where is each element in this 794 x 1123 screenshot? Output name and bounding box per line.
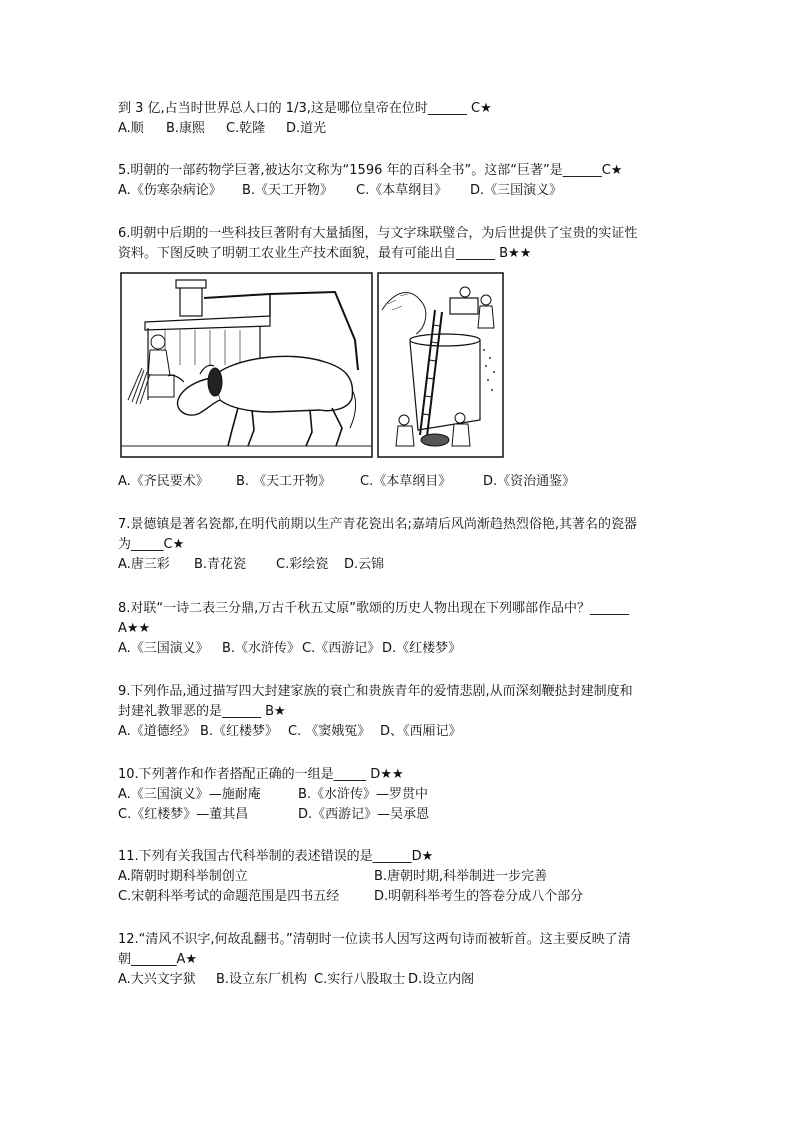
q11-option-c: C.宋朝科举考试的命题范围是四书五经	[118, 889, 340, 904]
q8-stem-line1: 8.对联“一诗二表三分鼎,万古千秋五丈原”歌颂的历史人物出现在下列哪部作品中？______	[118, 601, 630, 616]
q4-options	[118, 120, 326, 138]
q8-stem-line2: A★★	[118, 621, 151, 636]
q9-option-c: C. 《窦娥冤》	[288, 724, 371, 739]
q7-option-c: C.彩绘瓷	[276, 557, 329, 572]
q5-option-b: B.《天工开物》	[242, 183, 334, 198]
q8-option-b: B.《水浒传》	[222, 641, 301, 656]
q4-option-d: D.道光	[286, 121, 327, 136]
production-illustration-image	[120, 270, 505, 460]
q7-stem-line1: 7.景德镇是著名瓷都,在明代前期以生产青花瓷出名;嘉靖后风尚渐趋热烈俗艳,其著名的瓷器	[118, 517, 638, 532]
q12-stem-line1: 12.“清风不识字,何故乱翻书。”清朝时一位读书人因写这两句诗而被斩首。这主要反映了清	[118, 932, 631, 947]
q9-option-a: A.《道德经》	[118, 724, 196, 739]
q11-options-row2	[118, 888, 583, 906]
q9-options	[118, 723, 462, 741]
q6-option-b: B. 《天工开物》	[236, 474, 332, 489]
q6-options	[118, 473, 575, 491]
q10-option-a: A.《三国演义》—施耐庵	[118, 787, 261, 802]
q9-option-d: D、《西厢记》	[380, 724, 462, 739]
q7-options	[118, 556, 384, 574]
q12-option-c: C.实行八股取士	[314, 972, 406, 987]
q12-stem-line2: 朝_______A★	[118, 952, 198, 967]
q4-stem: 到 3 亿,占当时世界总人口的 1/3,这是哪位皇帝在位时______ C★	[118, 101, 492, 116]
q5-stem: 5.明朝的一部药物学巨著,被达尔文称为“1596 年的百科全书”。这部“巨著”是______C★	[118, 163, 623, 178]
q5-options	[118, 182, 562, 200]
q10-options-row2	[118, 806, 429, 824]
q4-option-c: C.乾隆	[226, 121, 266, 136]
q10-options-row1	[118, 786, 428, 804]
q6-option-c: C.《本草纲目》	[360, 474, 452, 489]
q8-option-a: A.《三国演义》	[118, 641, 209, 656]
q7-option-d: D.云锦	[344, 557, 385, 572]
q8-option-d: D.《红楼梦》	[382, 641, 462, 656]
q11-options-row1	[118, 868, 547, 886]
q9-stem-line1: 9.下列作品,通过描写四大封建家族的衰亡和贵族青年的爱情悲剧,从而深刻鞭挞封建制度和	[118, 684, 633, 699]
q6-stem-line2: 资料。下图反映了明朝工农业生产技术面貌，最有可能出自______ B★★	[118, 246, 532, 261]
q6-option-a: A.《齐民要术》	[118, 474, 209, 489]
q9-option-b: B.《红楼梦》	[200, 724, 279, 739]
q5-option-d: D.《三国演义》	[470, 183, 563, 198]
q8-options	[118, 640, 461, 658]
q11-option-a: A.隋朝时期科举制创立	[118, 869, 248, 884]
q7-option-b: B.青花瓷	[194, 557, 247, 572]
q11-option-b: B.唐朝时期,科举制进一步完善	[374, 869, 548, 884]
q5-option-a: A.《伤寒杂病论》	[118, 183, 222, 198]
q5-option-c: C.《本草纲目》	[356, 183, 448, 198]
q12-options	[118, 971, 474, 989]
q6-option-d: D.《资治通鉴》	[483, 474, 576, 489]
q7-stem-line2: 为_____C★	[118, 537, 185, 552]
q12-option-d: D.设立内阁	[408, 972, 475, 987]
q12-option-b: B.设立东厂机构	[216, 972, 308, 987]
q10-option-d: D.《西游记》—吴承恩	[298, 807, 430, 822]
q12-option-a: A.大兴文字狱	[118, 972, 196, 987]
q10-option-b: B.《水浒传》—罗贯中	[298, 787, 429, 802]
q9-stem-line2: 封建礼教罪恶的是______ B★	[118, 704, 286, 719]
q6-illustration	[120, 270, 505, 464]
q8-option-c: C.《西游记》	[302, 641, 381, 656]
q11-stem: 11.下列有关我国古代科举制的表述错误的是______D★	[118, 849, 434, 864]
q7-option-a: A.唐三彩	[118, 557, 170, 572]
q10-option-c: C.《红楼梦》—董其昌	[118, 807, 249, 822]
q4-option-b: B.康熙	[166, 121, 206, 136]
q11-option-d: D.明朝科举考生的答卷分成八个部分	[374, 889, 584, 904]
q6-stem-line1: 6.明朝中后期的一些科技巨著附有大量插图，与文字珠联璧合，为后世提供了宝贵的实证性	[118, 226, 638, 241]
q10-stem: 10.下列著作和作者搭配正确的一组是_____ D★★	[118, 767, 404, 782]
q4-option-a: A.顺	[118, 121, 144, 136]
